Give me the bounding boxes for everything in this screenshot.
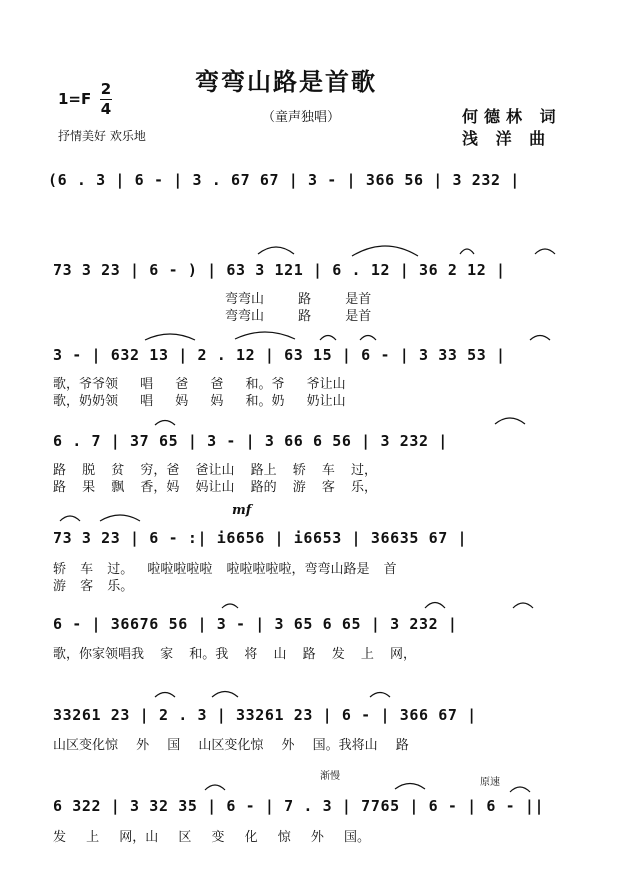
score-line-4: 6 . 7 | 37 65 | 3 - | 3 66 6 56 | 3 232 | [53,432,448,450]
lyricist-credit: 何德林 词 [462,107,562,126]
meter-bottom: 4 [100,100,112,118]
dynamic-mf: mf [232,503,252,518]
lyric-line-5-verse-2: 游 客 乐。 [53,579,134,594]
slur-mark [360,336,376,341]
slur-mark [155,421,175,426]
lyric-line-5-verse-1: 轿 车 过。 啦啦啦啦啦 啦啦啦啦啦，弯弯山路是 首 [53,562,397,577]
slur-mark [460,249,474,254]
key-signature: 1=F [58,90,92,108]
slur-mark [320,336,336,341]
slur-mark [495,418,525,424]
slur-mark [155,693,175,698]
slur-mark [370,693,390,698]
slur-mark [100,515,140,521]
meter-top: 2 [100,80,112,98]
lyric-line-7-verse-1: 山区变化惊 外 国 山区变化惊 外 国。我将山 路 [53,738,409,753]
slur-mark [352,246,418,256]
lyric-line-2-verse-1: 弯弯山 路 是首 [225,292,372,307]
slur-mark [212,692,238,698]
slur-mark [535,249,555,254]
score-line-6: 6 - | 36676 56 | 3 - | 3 65 6 65 | 3 232 | [53,615,458,633]
lyric-line-2-verse-2: 弯弯山 路 是首 [225,309,372,324]
slur-mark [395,784,425,790]
time-signature [100,81,112,118]
slur-mark [235,332,295,339]
marking-tempo-back: 原速 [480,777,500,788]
slur-mark [510,787,530,792]
lyric-line-4-verse-2: 路 果 飘 香，妈 妈让山 路的 游 客 乐， [53,480,378,495]
slur-mark [258,247,294,254]
lyric-line-4-verse-1: 路 脱 贫 穷，爸 爸让山 路上 轿 车 过， [53,463,378,478]
lyric-line-3-verse-2: 歌，奶奶领 唱 妈 妈 和。奶 奶让山 [53,394,346,409]
score-line-8: 6 322 | 3 32 35 | 6 - | 7 . 3 | 7765 | 6 - | 6 - || [53,797,545,815]
marking-slow: 渐慢 [320,771,340,782]
performance-mood: 抒情美好 欢乐地 [58,129,146,143]
slur-mark [60,516,80,521]
slur-mark [530,336,550,341]
score-line-5: 73 3 23 | 6 - :| i6656 | i6653 | 36635 67 | [53,529,468,547]
score-line-7: 33261 23 | 2 . 3 | 33261 23 | 6 - | 366 67 | [53,706,477,724]
lyric-line-8-verse-1: 发 上 网，山 区 变 化 惊 外 国。 [53,830,371,845]
score-line-2: 73 3 23 | 6 - ) | 63 3 121 | 6 . 12 | 36 2 12 | [53,261,506,279]
slur-mark [205,785,225,790]
song-subtitle: （童声独唱） [262,110,341,125]
score-line-3: 3 - | 632 13 | 2 . 12 | 63 15 | 6 - | 3 33 53 | [53,346,506,364]
lyric-line-3-verse-1: 歌，爷爷领 唱 爸 爸 和。爷 爷让山 [53,377,346,392]
slur-mark [513,603,533,608]
composer-credit: 浅 洋 曲 [462,129,552,148]
slur-mark [222,604,238,608]
slur-mark [145,334,195,340]
song-title: 弯弯山路是首歌 [195,68,377,96]
score-line-1: (6 . 3 | 6 - | 3 . 67 67 | 3 - | 366 56 | 3 232 | [48,171,520,189]
lyric-line-6-verse-1: 歌，你家领唱我 家 和。我 将 山 路 发 上 网， [53,647,417,662]
slur-mark [425,603,445,609]
